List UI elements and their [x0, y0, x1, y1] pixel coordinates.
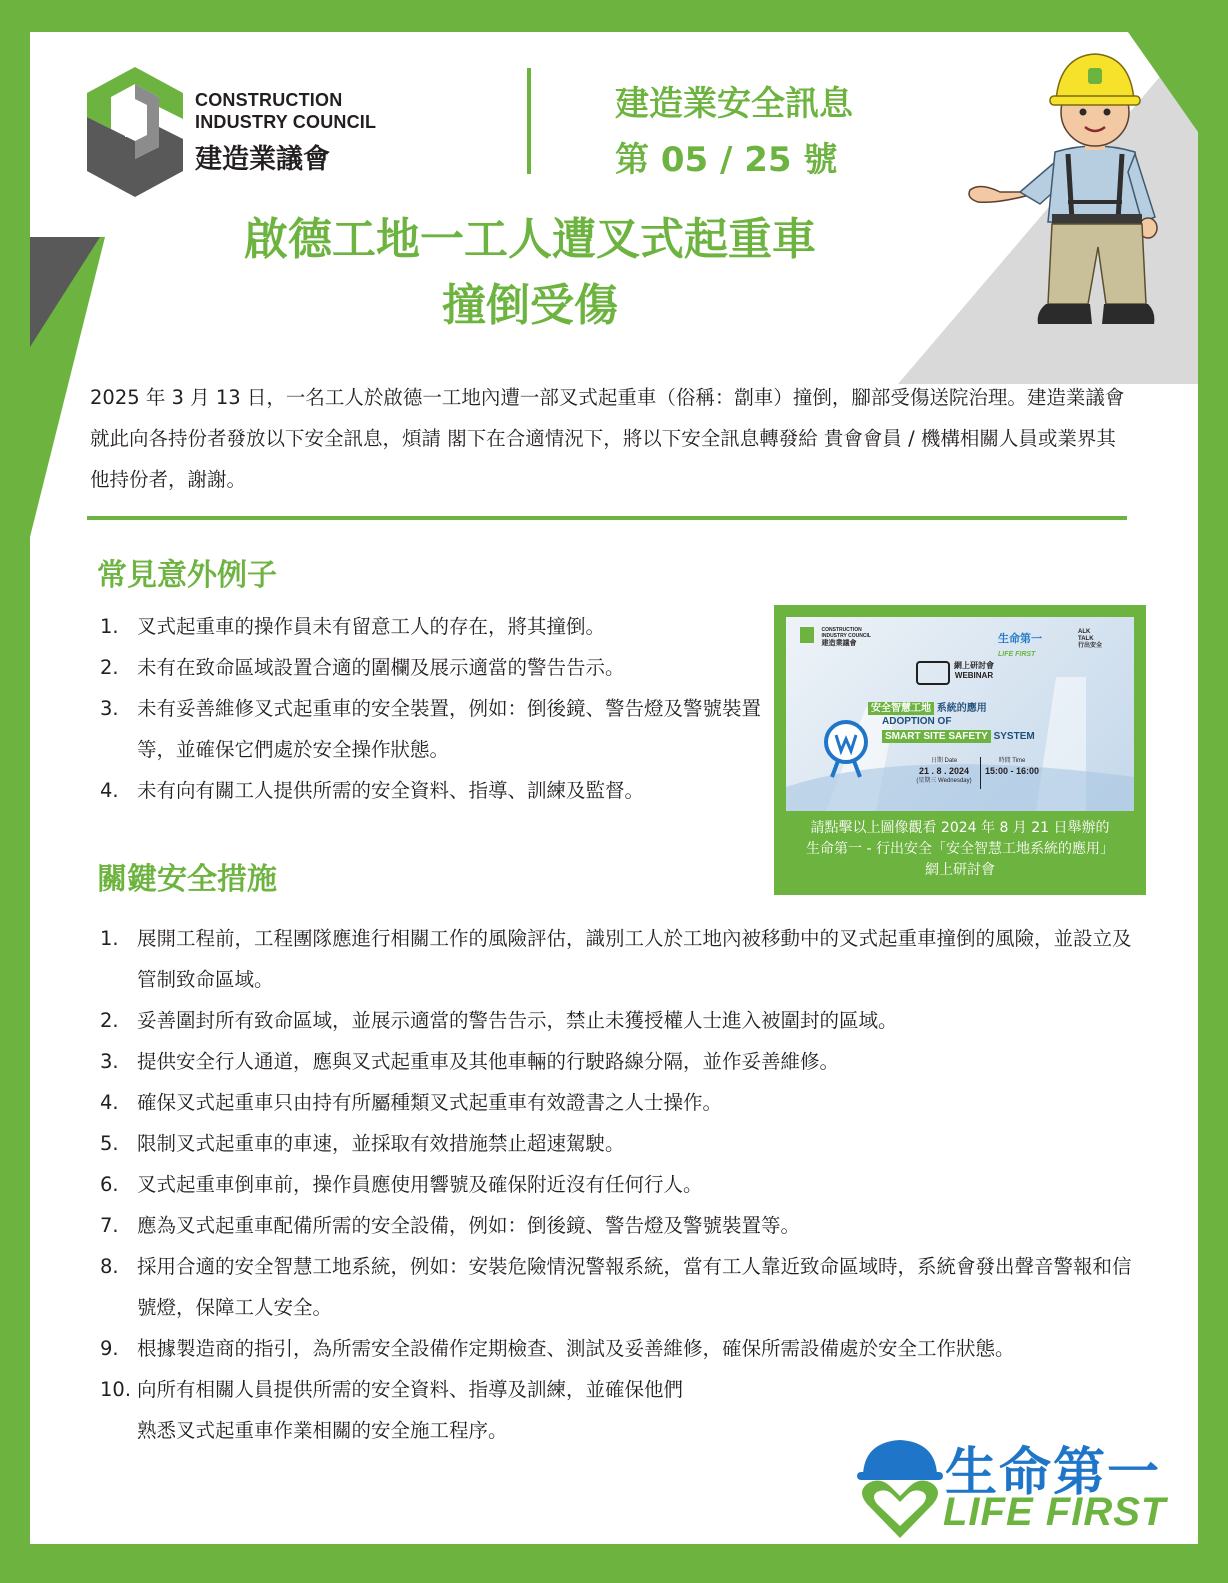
webinar-badge: [954, 661, 994, 681]
cic-logo: [87, 67, 387, 197]
list-item: [90, 1082, 1140, 1123]
list-item: [90, 606, 770, 647]
list-item-text: 叉式起重車的操作員未有留意工人的存在，將其撞倒。: [137, 615, 606, 638]
list-item-number: 2.: [100, 656, 119, 679]
list-item-number: 2.: [100, 1009, 119, 1032]
safety-worker-mascot-icon: [960, 42, 1190, 332]
walk-talk-line2: TALK: [1078, 636, 1094, 642]
measures-list: [90, 918, 1140, 1451]
list-item: [90, 1205, 1140, 1246]
issue-title: [615, 76, 853, 188]
list-item-text: 未有在致命區域設置合適的圍欄及展示適當的警告告示。: [137, 656, 625, 679]
webinar-date: [914, 757, 974, 785]
webinar-thumbnail-link[interactable]: [786, 617, 1134, 811]
webinar-time: [982, 757, 1042, 777]
list-item-number: 10.: [100, 1378, 132, 1401]
walk-talk-line1: ALK: [1078, 629, 1091, 635]
cic-name-en-line1: CONSTRUCTION: [195, 90, 343, 110]
section-heading-examples: 常見意外例子: [97, 558, 277, 593]
list-item: [90, 1246, 1140, 1328]
section-divider: [87, 516, 1127, 520]
issue-number: 第 05 / 25 號: [615, 140, 838, 180]
webinar-cic-logo: [800, 627, 890, 648]
list-item: [90, 1328, 1140, 1369]
list-item-number: 5.: [100, 1132, 119, 1155]
webinar-lf-en: LIFE FIRST: [998, 651, 1036, 658]
list-item-number: 4.: [100, 1091, 119, 1114]
list-item-text: 展開工程前，工程團隊應進行相關工作的風險評估，識別工人於工地內被移動中的叉式起重車撞倒的風險，並設立及管制致命區域。: [137, 927, 1132, 991]
life-first-helmet-heart-icon: [855, 1434, 945, 1544]
list-item: [90, 1041, 1140, 1082]
webinar-title-en-line2: [882, 731, 1035, 742]
webinar-date-divider: [980, 757, 981, 789]
cic-mini-logo-icon: [800, 627, 814, 643]
webinar-date-value: 21 . 8 . 2024: [918, 766, 970, 776]
examples-list: [90, 606, 770, 811]
list-item-number: 3.: [100, 697, 119, 720]
list-item: [90, 1164, 1140, 1205]
safety-alert-page: [30, 32, 1198, 1544]
list-item-text: 妥善圍封所有致命區域，並展示適當的警告告示，禁止未獲授權人士進入被圍封的區域。: [137, 1009, 898, 1032]
webinar-lf-zh: 生命第一: [998, 633, 1042, 645]
list-item-text-continued: 熟悉叉式起重車作業相關的安全施工程序。: [137, 1419, 508, 1442]
webinar-caption-line1: 請點擊以上圖像觀看 2024 年 8 月 21 日舉辦的: [810, 820, 1110, 836]
list-item-number: 6.: [100, 1173, 119, 1196]
list-item-text: 確保叉式起重車只由持有所屬種類叉式起重車有效證書之人士操作。: [137, 1091, 723, 1114]
life-first-zh: 生命第一: [945, 1443, 1162, 1503]
list-item-number: 1.: [100, 927, 119, 950]
list-item: [90, 770, 770, 811]
list-item: [90, 918, 1140, 1000]
header-divider: [527, 68, 531, 174]
list-item-text: 未有妥善維修叉式起重車的安全裝置，例如：倒後鏡、警告燈及警號裝置等，並確保它們處於安全操作狀態。: [137, 697, 762, 761]
webinar-cic-line1: CONSTRUCTION: [821, 627, 862, 633]
webinar-caption-line2: 生命第一 - 行出安全「安全智慧工地系統的應用」: [806, 841, 1114, 857]
cic-name-en: [195, 89, 376, 133]
section-heading-measures: 關鍵安全措施: [97, 862, 277, 897]
list-item-text: 應為叉式起重車配備所需的安全設備，例如：倒後鏡、警告燈及警號裝置等。: [137, 1214, 801, 1237]
webinar-title-zh-highlight: 安全智慧工地: [868, 702, 934, 715]
list-item-number: 1.: [100, 615, 119, 638]
issue-series: 建造業安全訊息: [615, 84, 853, 124]
list-item-number: 4.: [100, 779, 119, 802]
list-item-text: 採用合適的安全智慧工地系統，例如：安裝危險情況警報系統，當有工人靠近致命區域時，系統會發出聲音警報和信號燈，保障工人安全。: [137, 1255, 1132, 1319]
list-item: [90, 1000, 1140, 1041]
list-item: [90, 647, 770, 688]
life-first-en: LIFE FIRST: [943, 1490, 1167, 1534]
webinar-title-en-line1: ADOPTION OF: [882, 716, 952, 727]
decorative-corner-gray-left: [30, 237, 100, 347]
headline: [100, 207, 960, 339]
webinar-weekday: (星期三 Wednesday): [916, 778, 972, 784]
list-item-text: 限制叉式起重車的車速，並採取有效措施禁止超速駕駛。: [137, 1132, 625, 1155]
list-item: [90, 688, 770, 770]
webinar-time-value: 15:00 - 16:00: [984, 766, 1040, 776]
cic-name-en-line2: INDUSTRY COUNCIL: [195, 112, 377, 132]
webinar-title-zh: [868, 699, 987, 714]
headline-line2: 撞倒受傷: [442, 280, 618, 331]
webinar-caption: [774, 818, 1146, 881]
cic-name-zh: 建造業議會: [195, 144, 330, 175]
webinar-caption-line3: 網上研討會: [925, 862, 995, 878]
webinar-title-zh-rest: 系統的應用: [936, 703, 987, 714]
webinar-cic-line2: INDUSTRY COUNCIL: [821, 633, 871, 639]
intro-paragraph: 2025 年 3 月 13 日，一名工人於啟德一工地內遭一部叉式起重車（俗稱：劏車）撞倒，腳部受傷送院治理。建造業議會就此向各持份者發放以下安全訊息，煩請 閣下在合適情況下，將以下安全訊息轉發給 貴會會員 / 機構相關人員或業界其他持份者，謝謝。: [90, 386, 1125, 491]
webinar-date-label: 日期 Date: [930, 758, 958, 764]
list-item-text: 根據製造商的指引，為所需安全設備作定期檢查、測試及妥善維修，確保所需設備處於安全工作狀態。: [137, 1337, 1015, 1360]
list-item-text: 叉式起重車倒車前，操作員應使用響號及確保附近沒有任何行人。: [137, 1173, 703, 1196]
list-item-number: 9.: [100, 1337, 119, 1360]
webinar-walk-talk-logo: [1078, 629, 1102, 650]
headline-line1: 啟德工地一工人遭叉式起重車: [244, 214, 816, 265]
list-item-number: 3.: [100, 1050, 119, 1073]
webinar-card: [774, 605, 1146, 895]
cic-logo-mark-icon: [87, 67, 187, 197]
list-item-text: 向所有相關人員提供所需的安全資料、指導及訓練，並確保他們: [137, 1378, 684, 1401]
list-item-text: 提供安全行人通道，應與叉式起重車及其他車輛的行駛路線分隔，並作妥善維修。: [137, 1050, 840, 1073]
list-item-number: 7.: [100, 1214, 119, 1237]
walk-talk-zh: 行出安全: [1078, 643, 1103, 649]
webinar-badge-zh: 網上研討會: [954, 661, 994, 670]
webinar-title-en-rest: SYSTEM: [993, 731, 1035, 742]
webinar-lifefirst-logo: [998, 629, 1042, 665]
chat-bubble-icon: [916, 661, 950, 685]
list-item: [90, 1123, 1140, 1164]
list-item-text: 未有向有關工人提供所需的安全資料、指導、訓練及監督。: [137, 779, 645, 802]
webinar-time-label: 時間 Time: [998, 758, 1026, 764]
webinar-cic-zh: 建造業議會: [821, 640, 857, 647]
webinar-badge-en: WEBINAR: [954, 671, 994, 680]
list-item-number: 8.: [100, 1255, 119, 1278]
webinar-title-en-highlight: SMART SITE SAFETY: [882, 730, 991, 743]
